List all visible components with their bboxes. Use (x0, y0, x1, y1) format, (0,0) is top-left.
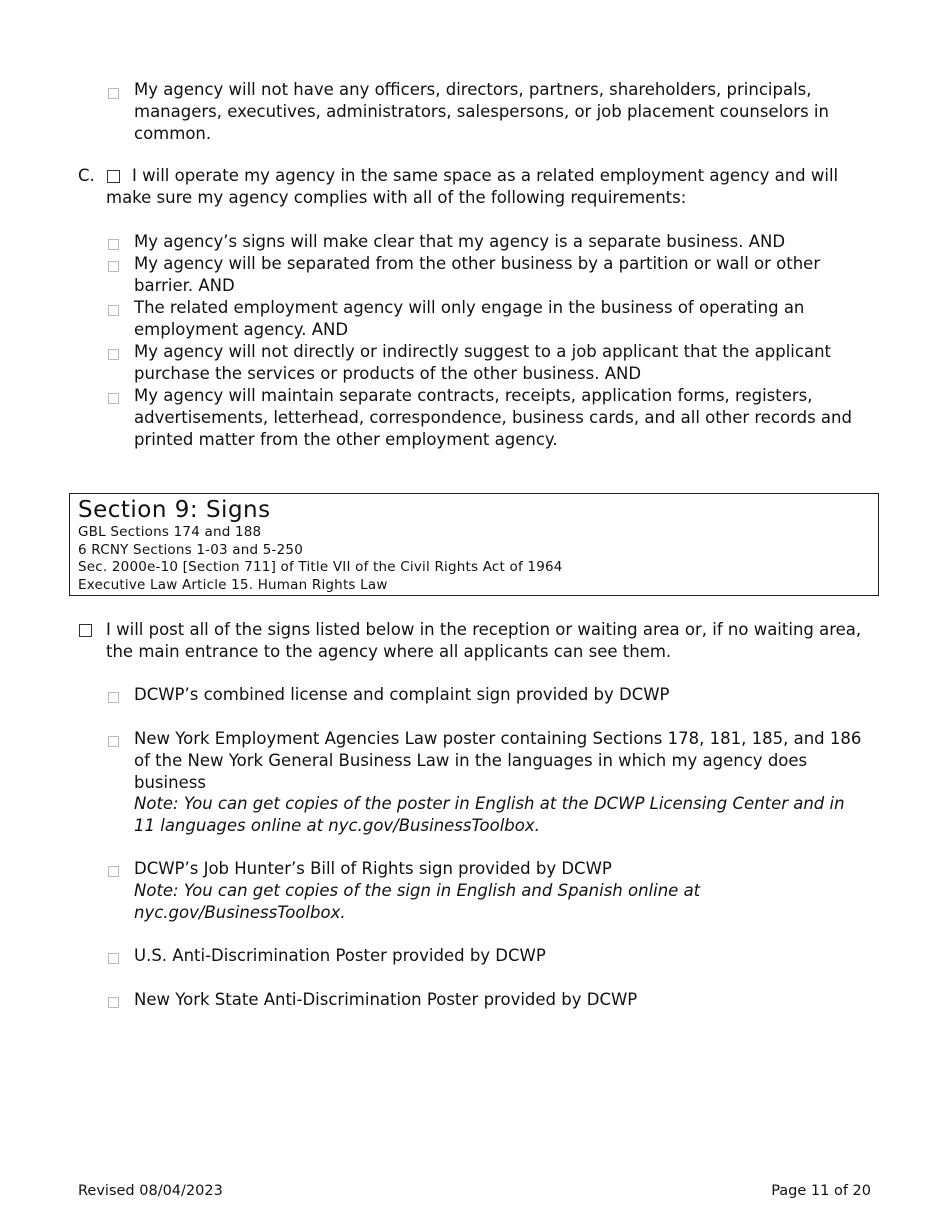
part-c-item-4: My agency will not directly or indirectly suggest to a job applicant that the applicant purchase the services or products of the other business. AND (134, 342, 831, 383)
checkbox-sign-1[interactable] (108, 686, 119, 708)
part-c-item-1: My agency’s signs will make clear that my agency is a separate business. AND (134, 232, 786, 251)
checkbox-sign-5[interactable] (108, 991, 119, 1013)
section-9-title: Section 9: Signs (78, 497, 271, 523)
checkbox-sign-3[interactable] (108, 860, 119, 882)
sign-2-text: New York Employment Agencies Law poster containing Sections 178, 181, 185, and 186 of the New York General Business Law in the languages in which my agency does business (134, 729, 862, 792)
section-9-ref-2: 6 RCNY Sections 1-03 and 5-250 (78, 541, 303, 558)
checkbox-part-c-item-5[interactable] (108, 387, 119, 409)
sign-5-text: New York State Anti-Discrimination Poster provided by DCWP (134, 990, 638, 1009)
part-c-statement: I will operate my agency in the same space as a related employment agency and will make sure my agency complies with all of the following requirements: (106, 166, 839, 207)
footer-revised-date: Revised 08/04/2023 (78, 1183, 223, 1199)
checkbox-part-c-item-2[interactable] (108, 255, 119, 277)
section-9-ref-3: Sec. 2000e-10 [Section 711] of Title VII of the Civil Rights Act of 1964 (78, 559, 563, 575)
checkbox-part-c-item-4[interactable] (108, 343, 119, 365)
sign-4-text: U.S. Anti-Discrimination Poster provided by DCWP (134, 946, 546, 965)
checkbox-part-b-common-officers[interactable] (108, 82, 119, 104)
checkbox-sign-4[interactable] (108, 947, 119, 969)
sign-1-text: DCWP’s combined license and complaint sign provided by DCWP (134, 685, 670, 704)
checkbox-section-9-statement[interactable] (79, 619, 92, 641)
part-c-item-3: The related employment agency will only engage in the business of operating an employment agency. AND (134, 298, 805, 339)
section-9-header (69, 493, 879, 596)
part-c-item-2: My agency will be separated from the other business by a partition or wall or other barrier. AND (134, 254, 821, 295)
part-c-letter: C. (78, 166, 95, 185)
checkbox-part-c-item-3[interactable] (108, 299, 119, 321)
section-9-ref-4: Executive Law Article 15. Human Rights Law (78, 576, 388, 593)
footer-page-number: Page 11 of 20 (771, 1183, 871, 1199)
section-9-statement: I will post all of the signs listed below in the reception or waiting area or, if no waiting area, the main entrance to the agency where all applicants can see them. (106, 620, 862, 661)
sign-3-text: DCWP’s Job Hunter’s Bill of Rights sign provided by DCWP (134, 859, 612, 878)
section-9-ref-1: GBL Sections 174 and 188 (78, 524, 262, 540)
sign-2-note: Note: You can get copies of the poster in English at the DCWP Licensing Center and in 11 languages online at nyc.gov/BusinessToolbox. (134, 794, 845, 835)
checkbox-sign-2[interactable] (108, 730, 119, 752)
sign-3-note: Note: You can get copies of the sign in English and Spanish online at nyc.gov/BusinessToolbox. (134, 881, 701, 922)
part-c-item-5: My agency will maintain separate contracts, receipts, application forms, registers, advertisements, letterhead, correspondence, business cards, and all other records and printed matter from the other employment agency. (134, 386, 852, 449)
checkbox-part-c-item-1[interactable] (108, 233, 119, 255)
part-b-common-officers-text: My agency will not have any officers, directors, partners, shareholders, principals, managers, executives, administrators, salespersons, or job placement counselors in common. (134, 80, 829, 143)
